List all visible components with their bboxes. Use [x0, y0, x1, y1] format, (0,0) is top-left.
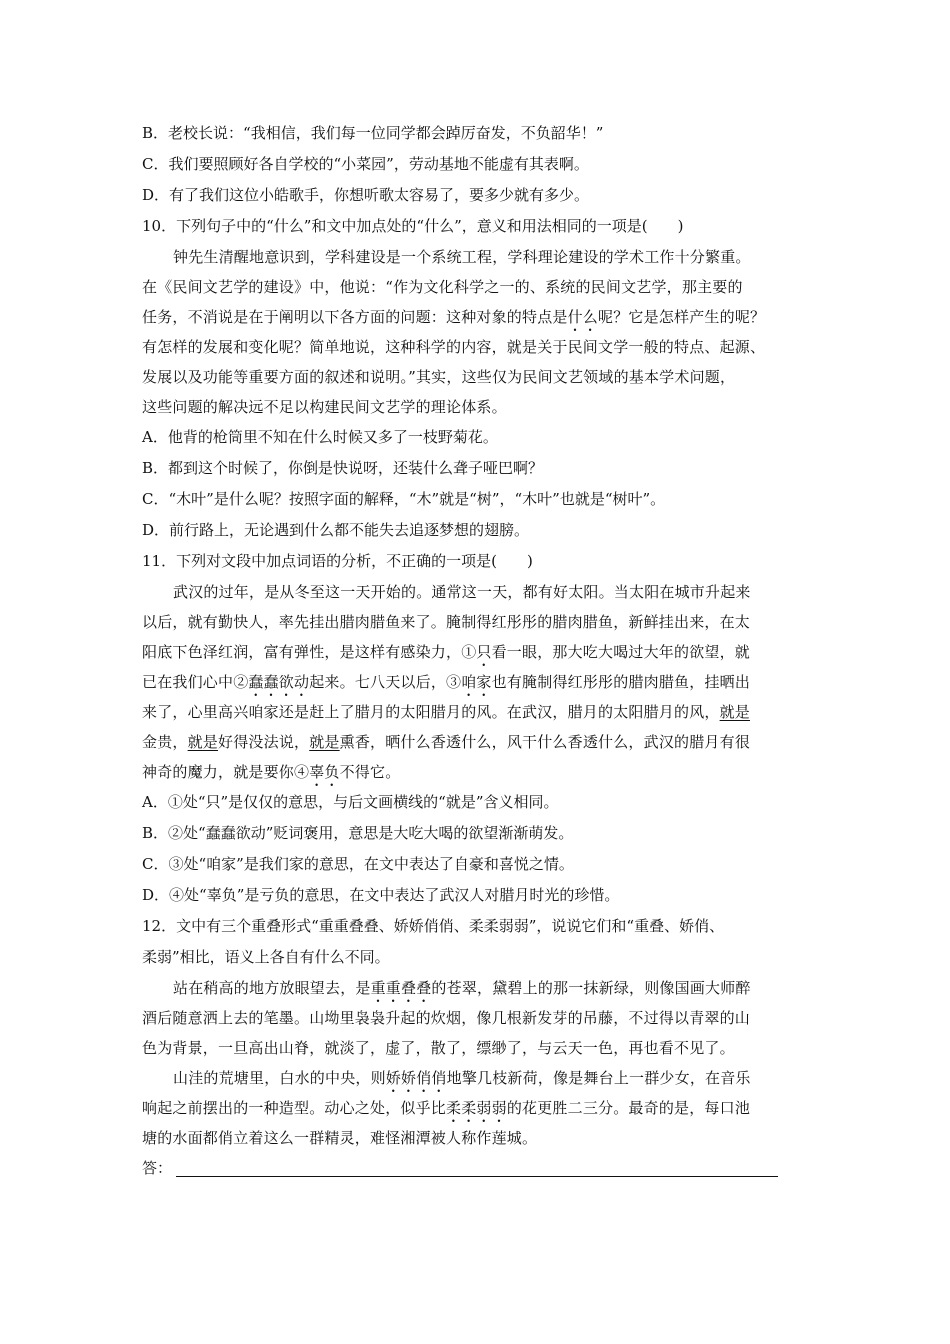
text: 熏香，晒什么香透什么，风干什么香透什么，武汉的腊月有很 — [339, 733, 751, 751]
text: 任务，不消说是在于阐明以下各方面的问题：这种对象的特点是 — [142, 308, 568, 326]
dotted-word: 柔柔弱弱 — [446, 1099, 507, 1117]
q12-passage-line — [142, 973, 822, 1003]
q10-passage-line: 有怎样的发展和变化呢？简单地说，这种科学的内容，就是关于民间文学一般的特点、起源、 — [142, 338, 766, 356]
text: 来了，心里高兴咱家还是赶上了腊月的太阳腊月的风。在武汉，腊月的太阳腊月的风， — [142, 703, 720, 721]
dotted-word: 只 — [476, 643, 492, 661]
q10-option-d: D．前行路上，无论遇到什么都不能失去追逐梦想的翅膀。 — [142, 521, 530, 539]
text: 已在我们心中② — [142, 673, 249, 691]
underlined-word: 就是 — [187, 733, 219, 751]
dotted-word: 咱家 — [461, 673, 492, 691]
q12-passage-line: 酒后随意洒上去的笔墨。山坳里袅袅升起的炊烟，像几根新发芽的吊藤，不过得以青翠的山 — [142, 1009, 751, 1027]
underlined-word: 就是 — [309, 733, 340, 751]
q11-option-c: C．③处“咱家”是我们家的意思，在文中表达了自豪和喜悦之情。 — [142, 855, 574, 873]
q11-passage — [142, 577, 822, 787]
q11-passage-line — [142, 637, 822, 667]
underlined-word: 就是 — [719, 703, 751, 721]
text: 好得没法说， — [218, 733, 310, 751]
text: 山洼的荒塘里，白水的中央，则 — [173, 1069, 386, 1087]
q10-passage-line: 发展以及功能等重要方面的叙述和说明。”其实，这些仅为民间文艺领域的基本学术问题， — [142, 368, 736, 386]
q12-stem: 12．文中有三个重叠形式“重重叠叠、娇娇俏俏、柔柔弱弱”，说说它们和“重叠、娇俏、 — [142, 917, 725, 935]
text: 也有腌制得红彤彤的腊肉腊鱼，挂晒出 — [491, 673, 751, 691]
q11-passage-line: 以后，就有勤快人，率先挂出腊肉腊鱼来了。腌制得红彤彤的腊肉腊鱼，新鲜挂出来，在太 — [142, 613, 751, 631]
dotted-word: 蠢蠢欲动 — [248, 673, 310, 691]
q9-option-b: B．老校长说：“我相信，我们每一位同学都会踔厉奋发，不负韶华！” — [142, 124, 604, 142]
text: 起来。七八天以后，③ — [309, 673, 462, 691]
answer-label: 答： — [142, 1159, 173, 1177]
q11-passage-line — [142, 697, 822, 727]
q11-passage-line — [142, 727, 822, 757]
dotted-word: 重重叠叠 — [370, 979, 432, 997]
q10-passage — [142, 242, 822, 422]
q10-stem: 10．下列句子中的“什么”和文中加点处的“什么”，意义和用法相同的一项是( ) — [142, 217, 684, 235]
dotted-word: 辜负 — [309, 763, 340, 781]
text: 响起之前摆出的一种造型。动心之处，似乎比 — [142, 1099, 447, 1117]
answer-row — [142, 1153, 822, 1184]
q10-option-a: A．他背的枪筒里不知在什么时候又多了一枝野菊花。 — [142, 428, 498, 446]
q11-option-b: B．②处“蠢蠢欲动”贬词褒用，意思是大吃大喝的欲望渐渐萌发。 — [142, 824, 574, 842]
exam-page — [142, 118, 822, 1184]
answer-blank[interactable] — [176, 1158, 778, 1177]
dotted-word: 什么 — [567, 308, 599, 326]
q12-passage-line — [142, 1093, 822, 1123]
text: 的苍翠，黛碧上的那一抹新绿，则像国画大师醉 — [431, 979, 751, 997]
text: 地擎几枝新荷，像是舞台上一群少女，在音乐 — [446, 1069, 751, 1087]
q9-option-c: C．我们要照顾好各自学校的“小菜园”，劳动基地不能虚有其表啊。 — [142, 155, 589, 173]
q11-stem: 11．下列对文段中加点词语的分析，不正确的一项是( ) — [142, 552, 533, 570]
q10-passage-line: 这些问题的解决远不足以构建民间文艺学的理论体系。 — [142, 398, 507, 416]
text: 金贵， — [142, 733, 188, 751]
text: 神奇的魔力，就是要你④ — [142, 763, 310, 781]
q12-stem: 柔弱”相比，语义上各自有什么不同。 — [142, 948, 390, 966]
text: 看一眼，那大吃大喝过大年的欲望，就 — [491, 643, 751, 661]
q12-passage-line — [142, 1063, 822, 1093]
q9-option-d: D．有了我们这位小皓歌手，你想听歌太容易了，要多少就有多少。 — [142, 186, 590, 204]
q10-option-c: C．“木叶”是什么呢？按照字面的解释，“木”就是“树”，“木叶”也就是“树叶”。 — [142, 490, 666, 508]
text: 的花更胜二三分。最奇的是，每口池 — [506, 1099, 751, 1117]
q12-passage-line: 塘的水面都俏立着这么一群精灵，难怪湘潭被人称作莲城。 — [142, 1129, 538, 1147]
text: 阳底下色泽红润，富有弹性，是这样有感染力，① — [142, 643, 477, 661]
text: 不得它。 — [339, 763, 401, 781]
text: 站在稍高的地方放眼望去，是 — [173, 979, 371, 997]
q11-passage-line — [142, 667, 822, 697]
dotted-word: 娇娇俏俏 — [385, 1069, 447, 1087]
q10-passage-line: 在《民间文艺学的建设》中，他说：“作为文化科学之一的、系统的民间文艺学，那主要的 — [142, 278, 743, 296]
q11-option-a: A．①处“只”是仅仅的意思，与后文画横线的“就是”含义相同。 — [142, 793, 559, 811]
q10-passage-line: 钟先生清醒地意识到，学科建设是一个系统工程，学科理论建设的学术工作十分繁重。 — [173, 248, 751, 266]
q10-option-b: B．都到这个时候了，你倒是快说呀，还装什么聋子哑巴啊？ — [142, 459, 544, 477]
q12-passage-line: 色为背景，一旦高出山脊，就淡了，虚了，散了，缥缈了，与云天一色，再也看不见了。 — [142, 1039, 735, 1057]
text: 呢？它是怎样产生的呢？ — [598, 308, 766, 326]
q11-passage-line — [142, 757, 822, 787]
q12-passage — [142, 973, 822, 1153]
q10-passage-line — [142, 302, 822, 332]
q11-passage-line: 武汉的过年，是从冬至这一天开始的。通常这一天，都有好太阳。当太阳在城市升起来 — [173, 583, 751, 601]
q11-option-d: D．④处“辜负”是亏负的意思，在文中表达了武汉人对腊月时光的珍惜。 — [142, 886, 620, 904]
